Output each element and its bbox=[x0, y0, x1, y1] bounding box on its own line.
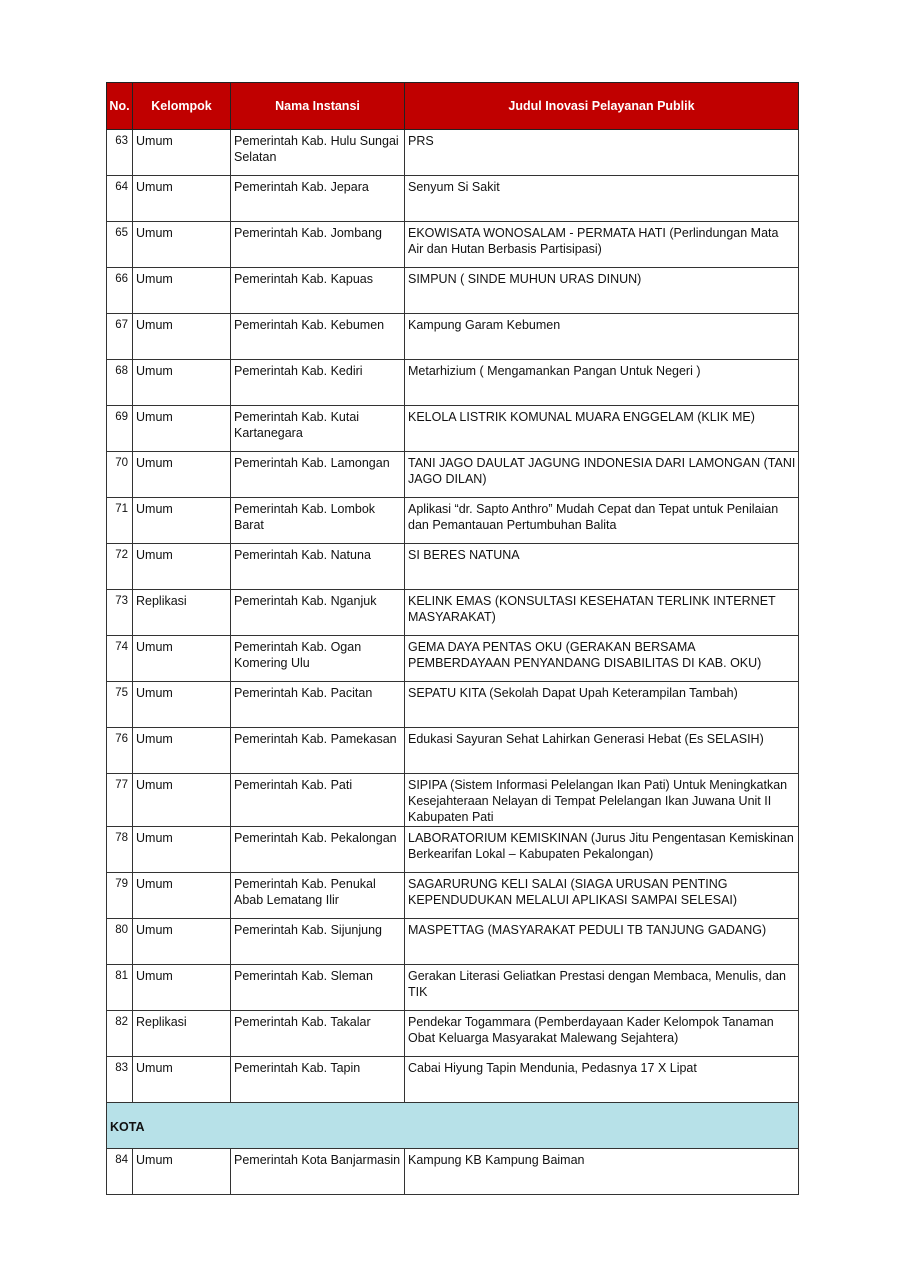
cell-no: 81 bbox=[107, 965, 133, 1011]
cell-judul-inovasi: GEMA DAYA PENTAS OKU (GERAKAN BERSAMA PEMBERDAYAAN PENYANDANG DISABILITAS DI KAB. OKU) bbox=[405, 636, 799, 682]
table-row bbox=[107, 774, 799, 827]
cell-judul-inovasi: SIPIPA (Sistem Informasi Pelelangan Ikan Pati) Untuk Meningkatkan Kesejahteraan Nelayan di Tempat Pelelangan Ikan Juwana Unit II Kabupaten Pati bbox=[405, 774, 799, 827]
cell-no: 74 bbox=[107, 636, 133, 682]
cell-no: 69 bbox=[107, 406, 133, 452]
cell-judul-inovasi: SEPATU KITA (Sekolah Dapat Upah Keterampilan Tambah) bbox=[405, 682, 799, 728]
cell-nama-instansi: Pemerintah Kab. Kutai Kartanegara bbox=[231, 406, 405, 452]
cell-judul-inovasi: SIMPUN ( SINDE MUHUN URAS DINUN) bbox=[405, 268, 799, 314]
cell-nama-instansi: Pemerintah Kab. Penukal Abab Lematang Ilir bbox=[231, 873, 405, 919]
cell-no: 84 bbox=[107, 1149, 133, 1195]
table-row bbox=[107, 1011, 799, 1057]
cell-nama-instansi: Pemerintah Kab. Kediri bbox=[231, 360, 405, 406]
cell-nama-instansi: Pemerintah Kab. Nganjuk bbox=[231, 590, 405, 636]
cell-kelompok: Umum bbox=[133, 222, 231, 268]
table-row bbox=[107, 176, 799, 222]
cell-judul-inovasi: Kampung Garam Kebumen bbox=[405, 314, 799, 360]
cell-no: 64 bbox=[107, 176, 133, 222]
cell-kelompok: Umum bbox=[133, 827, 231, 873]
cell-kelompok: Umum bbox=[133, 873, 231, 919]
cell-kelompok: Umum bbox=[133, 774, 231, 827]
table-row bbox=[107, 873, 799, 919]
cell-kelompok: Umum bbox=[133, 498, 231, 544]
cell-kelompok: Umum bbox=[133, 1057, 231, 1103]
table-row bbox=[107, 130, 799, 176]
table-row bbox=[107, 636, 799, 682]
table-row bbox=[107, 1057, 799, 1103]
cell-judul-inovasi: Kampung KB Kampung Baiman bbox=[405, 1149, 799, 1195]
cell-nama-instansi: Pemerintah Kab. Hulu Sungai Selatan bbox=[231, 130, 405, 176]
cell-kelompok: Umum bbox=[133, 919, 231, 965]
cell-no: 65 bbox=[107, 222, 133, 268]
cell-no: 63 bbox=[107, 130, 133, 176]
cell-no: 79 bbox=[107, 873, 133, 919]
cell-kelompok: Umum bbox=[133, 1149, 231, 1195]
cell-judul-inovasi: Edukasi Sayuran Sehat Lahirkan Generasi Hebat (Es SELASIH) bbox=[405, 728, 799, 774]
cell-nama-instansi: Pemerintah Kab. Lamongan bbox=[231, 452, 405, 498]
cell-nama-instansi: Pemerintah Kab. Jombang bbox=[231, 222, 405, 268]
cell-no: 82 bbox=[107, 1011, 133, 1057]
cell-no: 83 bbox=[107, 1057, 133, 1103]
cell-judul-inovasi: KELOLA LISTRIK KOMUNAL MUARA ENGGELAM (KLIK ME) bbox=[405, 406, 799, 452]
cell-nama-instansi: Pemerintah Kab. Sijunjung bbox=[231, 919, 405, 965]
cell-kelompok: Replikasi bbox=[133, 590, 231, 636]
cell-no: 72 bbox=[107, 544, 133, 590]
header-nama-instansi: Nama Instansi bbox=[231, 83, 405, 130]
table-row bbox=[107, 498, 799, 544]
cell-judul-inovasi: Pendekar Togammara (Pemberdayaan Kader Kelompok Tanaman Obat Keluarga Masyarakat Malewang Sejahtera) bbox=[405, 1011, 799, 1057]
table-row bbox=[107, 544, 799, 590]
table-row bbox=[107, 360, 799, 406]
table-row bbox=[107, 452, 799, 498]
table-header-row bbox=[107, 83, 799, 130]
cell-kelompok: Umum bbox=[133, 314, 231, 360]
table-row bbox=[107, 268, 799, 314]
cell-kelompok: Umum bbox=[133, 130, 231, 176]
table-row bbox=[107, 728, 799, 774]
cell-nama-instansi: Pemerintah Kab. Lombok Barat bbox=[231, 498, 405, 544]
cell-no: 77 bbox=[107, 774, 133, 827]
cell-kelompok: Umum bbox=[133, 965, 231, 1011]
cell-judul-inovasi: Metarhizium ( Mengamankan Pangan Untuk Negeri ) bbox=[405, 360, 799, 406]
cell-judul-inovasi: PRS bbox=[405, 130, 799, 176]
table-row bbox=[107, 222, 799, 268]
cell-judul-inovasi: KELINK EMAS (KONSULTASI KESEHATAN TERLINK INTERNET MASYARAKAT) bbox=[405, 590, 799, 636]
cell-no: 71 bbox=[107, 498, 133, 544]
table-row bbox=[107, 965, 799, 1011]
cell-no: 73 bbox=[107, 590, 133, 636]
cell-kelompok: Umum bbox=[133, 268, 231, 314]
cell-no: 76 bbox=[107, 728, 133, 774]
table-row bbox=[107, 919, 799, 965]
cell-judul-inovasi: LABORATORIUM KEMISKINAN (Jurus Jitu Pengentasan Kemiskinan Berkearifan Lokal – Kabupaten Pekalongan) bbox=[405, 827, 799, 873]
cell-judul-inovasi: TANI JAGO DAULAT JAGUNG INDONESIA DARI LAMONGAN (TANI JAGO DILAN) bbox=[405, 452, 799, 498]
cell-nama-instansi: Pemerintah Kab. Tapin bbox=[231, 1057, 405, 1103]
cell-nama-instansi: Pemerintah Kab. Sleman bbox=[231, 965, 405, 1011]
cell-judul-inovasi: SI BERES NATUNA bbox=[405, 544, 799, 590]
cell-kelompok: Umum bbox=[133, 452, 231, 498]
cell-nama-instansi: Pemerintah Kab. Ogan Komering Ulu bbox=[231, 636, 405, 682]
header-kelompok: Kelompok bbox=[133, 83, 231, 130]
cell-kelompok: Replikasi bbox=[133, 1011, 231, 1057]
cell-nama-instansi: Pemerintah Kab. Pati bbox=[231, 774, 405, 827]
cell-judul-inovasi: MASPETTAG (MASYARAKAT PEDULI TB TANJUNG GADANG) bbox=[405, 919, 799, 965]
section-label: KOTA bbox=[107, 1103, 799, 1149]
table-row bbox=[107, 406, 799, 452]
cell-kelompok: Umum bbox=[133, 360, 231, 406]
cell-no: 66 bbox=[107, 268, 133, 314]
cell-no: 80 bbox=[107, 919, 133, 965]
cell-kelompok: Umum bbox=[133, 682, 231, 728]
header-judul-inovasi: Judul Inovasi Pelayanan Publik bbox=[405, 83, 799, 130]
cell-no: 78 bbox=[107, 827, 133, 873]
cell-kelompok: Umum bbox=[133, 544, 231, 590]
cell-kelompok: Umum bbox=[133, 176, 231, 222]
cell-nama-instansi: Pemerintah Kab. Natuna bbox=[231, 544, 405, 590]
cell-no: 68 bbox=[107, 360, 133, 406]
cell-nama-instansi: Pemerintah Kab. Pekalongan bbox=[231, 827, 405, 873]
header-no: No. bbox=[107, 83, 133, 130]
table-row bbox=[107, 682, 799, 728]
cell-judul-inovasi: SAGARURUNG KELI SALAI (SIAGA URUSAN PENTING KEPENDUDUKAN MELALUI APLIKASI SAMPAI SELESAI) bbox=[405, 873, 799, 919]
cell-judul-inovasi: EKOWISATA WONOSALAM - PERMATA HATI (Perlindungan Mata Air dan Hutan Berbasis Partisipasi) bbox=[405, 222, 799, 268]
cell-nama-instansi: Pemerintah Kab. Kebumen bbox=[231, 314, 405, 360]
cell-nama-instansi: Pemerintah Kab. Jepara bbox=[231, 176, 405, 222]
cell-no: 70 bbox=[107, 452, 133, 498]
table-row bbox=[107, 1149, 799, 1195]
cell-kelompok: Umum bbox=[133, 406, 231, 452]
cell-judul-inovasi: Senyum Si Sakit bbox=[405, 176, 799, 222]
table-row bbox=[107, 314, 799, 360]
section-row-kota bbox=[107, 1103, 799, 1149]
cell-nama-instansi: Pemerintah Kab. Pamekasan bbox=[231, 728, 405, 774]
cell-no: 67 bbox=[107, 314, 133, 360]
cell-nama-instansi: Pemerintah Kab. Kapuas bbox=[231, 268, 405, 314]
cell-nama-instansi: Pemerintah Kab. Takalar bbox=[231, 1011, 405, 1057]
cell-no: 75 bbox=[107, 682, 133, 728]
table-row bbox=[107, 827, 799, 873]
cell-judul-inovasi: Cabai Hiyung Tapin Mendunia, Pedasnya 17 X Lipat bbox=[405, 1057, 799, 1103]
cell-kelompok: Umum bbox=[133, 636, 231, 682]
cell-judul-inovasi: Aplikasi “dr. Sapto Anthro” Mudah Cepat dan Tepat untuk Penilaian dan Pemantauan Pertumbuhan Balita bbox=[405, 498, 799, 544]
cell-nama-instansi: Pemerintah Kab. Pacitan bbox=[231, 682, 405, 728]
cell-nama-instansi: Pemerintah Kota Banjarmasin bbox=[231, 1149, 405, 1195]
cell-judul-inovasi: Gerakan Literasi Geliatkan Prestasi dengan Membaca, Menulis, dan TIK bbox=[405, 965, 799, 1011]
cell-kelompok: Umum bbox=[133, 728, 231, 774]
table-row bbox=[107, 590, 799, 636]
innovation-table bbox=[106, 82, 799, 1195]
